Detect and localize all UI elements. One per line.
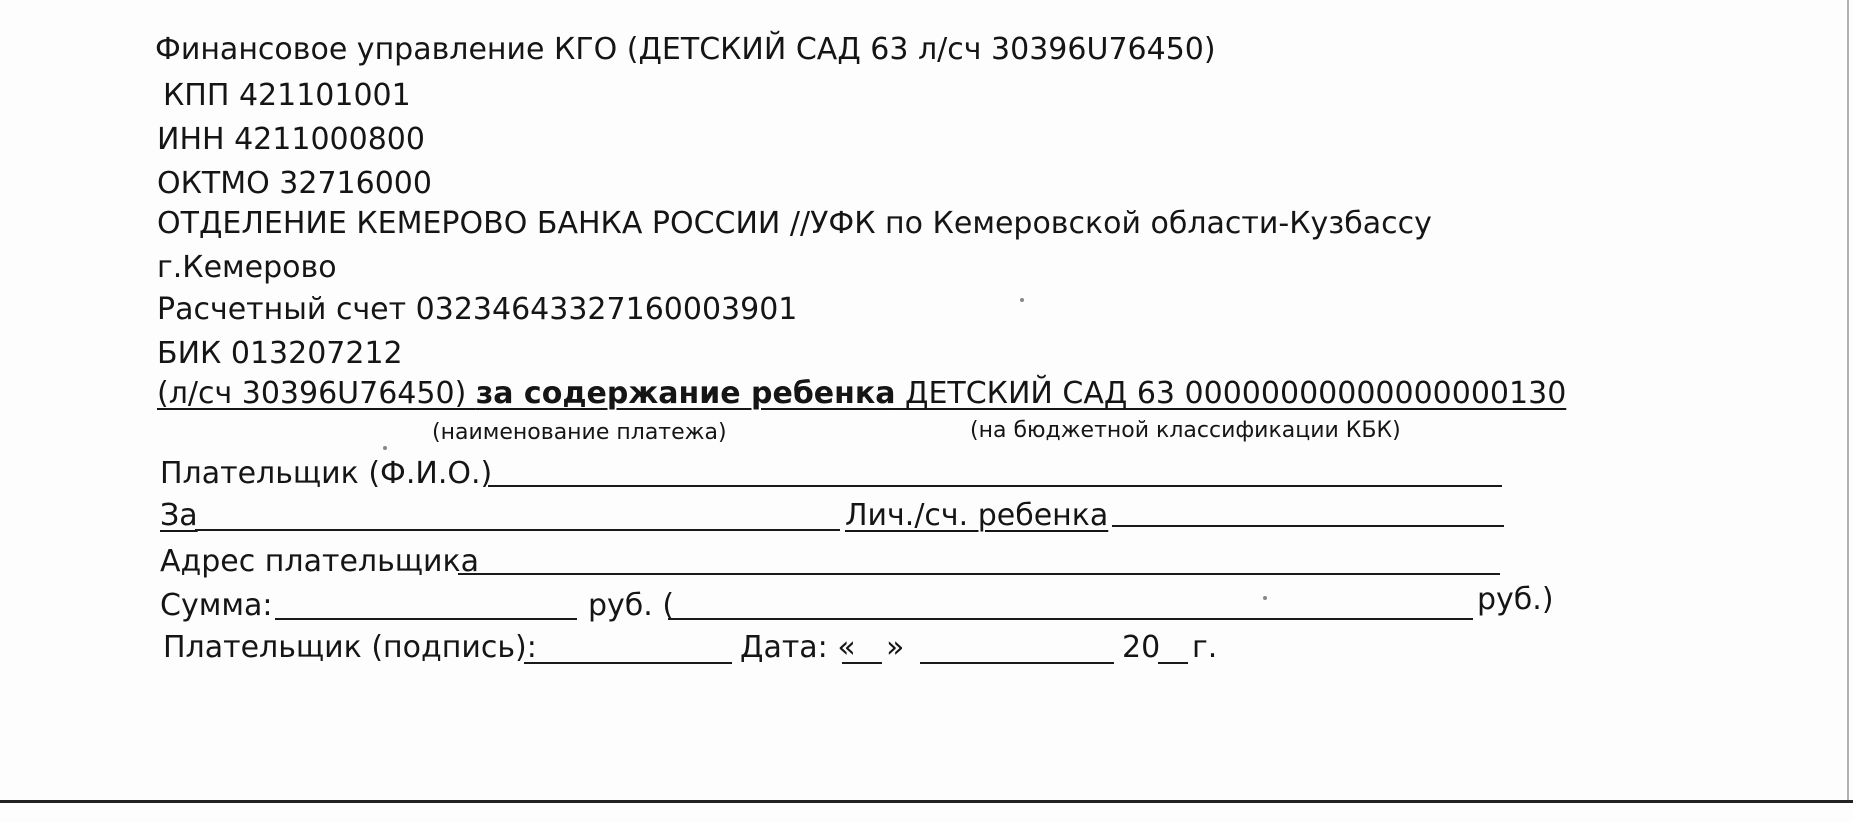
settlement-account: Расчетный счет 03234643327160003901	[157, 292, 798, 327]
date-label: Дата: «	[740, 630, 856, 665]
rub-open: руб. (	[588, 588, 675, 623]
org-name: Финансовое управление КГО (ДЕТСКИЙ САД 63 л/сч 30396U76450)	[155, 32, 1216, 67]
year-prefix: 20	[1122, 630, 1161, 665]
inn: ИНН 4211000800	[157, 122, 425, 157]
payer-name-field[interactable]	[488, 485, 1502, 487]
scan-speck	[1020, 298, 1024, 302]
year-suffix: г.	[1192, 630, 1218, 665]
cut-line	[0, 800, 1853, 803]
purpose-kbk: ДЕТСКИЙ САД 63 00000000000000000130	[895, 376, 1567, 411]
kpp: КПП 421101001	[163, 78, 411, 113]
scan-edge	[1847, 0, 1849, 800]
rub-close: руб.)	[1477, 582, 1554, 617]
date-year-field[interactable]	[1158, 662, 1188, 664]
child-account-field[interactable]	[1112, 525, 1504, 527]
address-label: Адрес плательщика	[160, 544, 480, 579]
address-field[interactable]	[458, 573, 1500, 575]
bank-name: ОТДЕЛЕНИЕ КЕМЕРОВО БАНКА РОССИИ //УФК по Кемеровской области-Кузбассу	[157, 206, 1432, 241]
date-close: »	[886, 630, 905, 665]
signature-field[interactable]	[524, 662, 732, 664]
sum-words-field[interactable]	[668, 618, 1473, 620]
oktmo: ОКТМО 32716000	[157, 166, 432, 201]
city: г.Кемерово	[157, 250, 337, 285]
sum-field[interactable]	[275, 618, 577, 620]
bik: БИК 013207212	[157, 336, 403, 371]
scan-speck	[383, 446, 387, 450]
signature-label: Плательщик (подпись):	[163, 630, 537, 665]
sum-label: Сумма:	[160, 588, 273, 623]
purpose-account: (л/сч 30396U76450)	[157, 376, 476, 411]
scan-speck	[1263, 596, 1267, 600]
payment-purpose	[157, 376, 1566, 412]
child-account-label: Лич./сч. ребенка	[845, 498, 1109, 533]
purpose-bold: за содержание ребенка	[475, 376, 896, 411]
za-label: За	[160, 498, 198, 533]
caption-payment-name: (наименование платежа)	[432, 420, 727, 445]
date-day-field[interactable]	[842, 662, 882, 664]
za-field[interactable]	[195, 529, 840, 531]
date-month-field[interactable]	[920, 662, 1114, 664]
payer-label: Плательщик (Ф.И.О.)	[160, 456, 493, 491]
caption-kbk: (на бюджетной классификации КБК)	[970, 418, 1401, 443]
